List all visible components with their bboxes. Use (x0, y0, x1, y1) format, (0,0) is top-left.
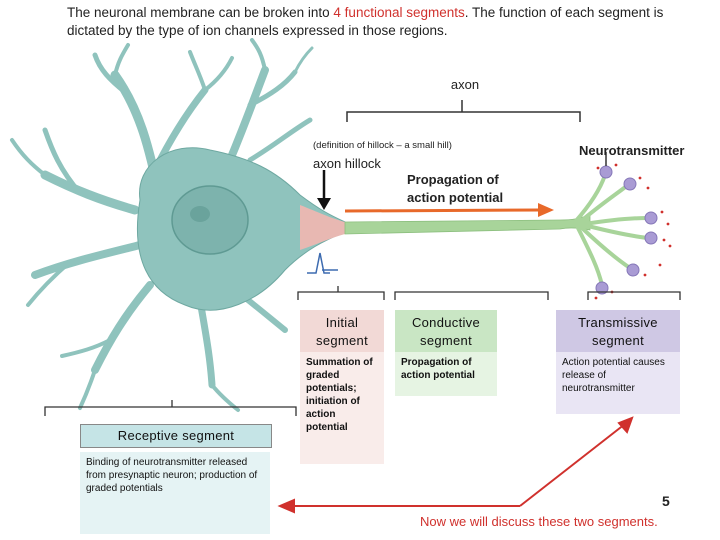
nucleolus (190, 206, 210, 222)
axon-label: axon (450, 77, 480, 92)
hillock-definition: (definition of hillock – a small hill) (313, 140, 452, 151)
intro-part2: . The function of each segment is dictated by the type of ion channels expressed in those regions. (67, 5, 664, 38)
intro-part1: The neuronal membrane can be broken into (67, 5, 334, 20)
receptive-segment-title: Receptive segment (80, 424, 272, 448)
transmissive-segment-title-line1: Transmissive (578, 315, 658, 330)
propagation-label (407, 171, 503, 207)
initial-segment-title-line1: Initial (325, 315, 359, 330)
intro-highlight: 4 functional segments (333, 5, 465, 20)
axon-bracket (347, 100, 580, 122)
conductive-segment-title-line2: segment (420, 333, 472, 348)
conductive-segment-title (395, 310, 497, 352)
initial-segment-description: Summation of graded potentials; initiation of action potential (300, 352, 384, 464)
transmissive-segment-description: Action potential causes release of neurotransmitter (556, 352, 680, 414)
initial-segment-title-line2: segment (316, 333, 368, 348)
axon-shaft (345, 215, 590, 234)
axon-hillock-label: axon hillock (313, 156, 381, 171)
conductive-segment-description: Propagation of action potential (395, 352, 497, 396)
propagation-label-line2: action potential (407, 190, 504, 205)
conductive-segment-bracket (395, 292, 548, 300)
initial-segment-bracket (298, 286, 384, 300)
receptive-segment-description: Binding of neurotransmitter released from presynaptic neuron; production of graded potentials (80, 452, 270, 534)
transmissive-segment-title (556, 310, 680, 352)
initial-segment-title (300, 310, 384, 352)
action-potential-trace (307, 253, 338, 273)
footnote-text: Now we will discuss these two segments. (420, 514, 658, 529)
page-number: 5 (662, 493, 670, 509)
conductive-segment-title-line1: Conductive (411, 315, 481, 330)
propagation-label-line1: Propagation of (407, 172, 499, 187)
nucleus (172, 186, 248, 254)
neurotransmitter-label: Neurotransmitter (579, 143, 685, 158)
transmissive-segment-title-line2: segment (592, 333, 644, 348)
hillock-pointer-arrow (317, 170, 331, 210)
